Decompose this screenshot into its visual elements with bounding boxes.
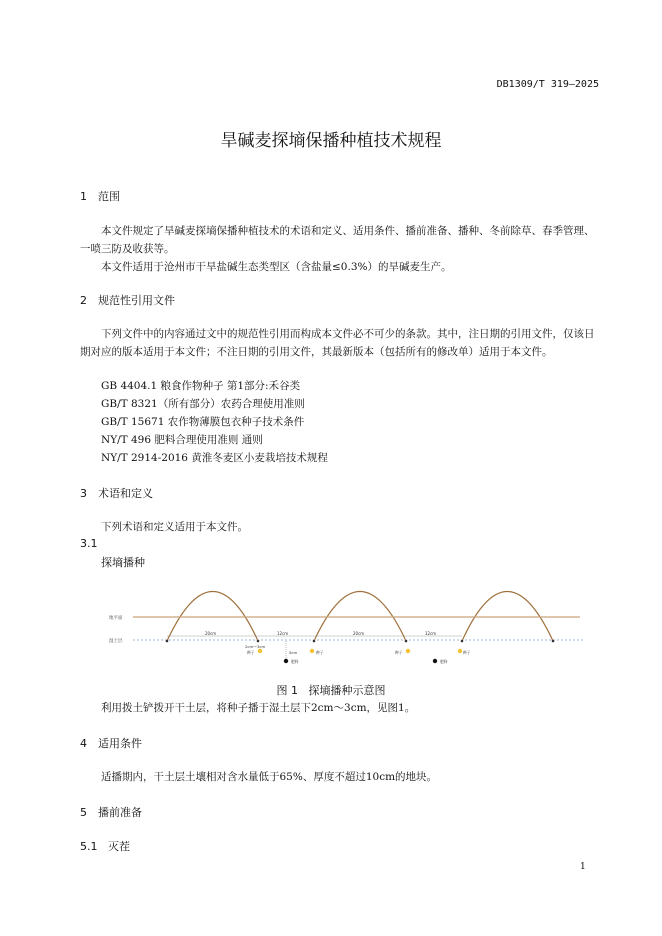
reference-item: NY/T 496 肥料合理使用准则 通则	[101, 434, 263, 446]
seed-icon	[458, 649, 462, 653]
fertilizer-depth-label: 5cm	[289, 650, 298, 655]
document-number: DB1309/T 319—2025	[496, 79, 599, 90]
figure-caption	[0, 682, 662, 698]
seed-label: 种子	[247, 650, 255, 655]
subsection-title: 灭茬	[108, 840, 130, 853]
paragraph: 本文件规定了旱碱麦探墒保播种植技术的术语和定义、适用条件、播前准备、播种、冬前除草、春季管理、一喷三防及收获等。	[80, 225, 595, 255]
seed-icon	[406, 649, 410, 653]
section-title: 术语和定义	[98, 487, 153, 500]
arc-3	[462, 592, 553, 642]
sowing-diagram	[105, 572, 585, 672]
section-number: 4	[80, 737, 87, 750]
section-title: 范围	[98, 190, 120, 203]
fertilizer-icon	[284, 659, 288, 663]
fertilizer-label: 肥料	[291, 659, 299, 664]
figure-1	[105, 572, 585, 676]
page-number: 1	[580, 862, 586, 872]
depth-label: 2cm～3cm	[245, 644, 266, 649]
section-title: 适用条件	[98, 737, 142, 750]
section-number: 3	[80, 487, 87, 500]
ground-label: 地平面	[109, 616, 123, 621]
paragraph: 下列文件中的内容通过文中的规范性引用而构成本文件必不可少的条款。其中，注日期的引用文件，仅该日期对应的版本适用于本文件；不注日期的引用文件，其最新版本（包括所有的修改单）适用于本文件。	[80, 328, 595, 358]
seed-label: 种子	[463, 650, 471, 655]
reference-item: GB 4404.1 粮食作物种子 第1部分:禾谷类	[101, 380, 301, 392]
section-title: 规范性引用文件	[98, 294, 175, 307]
reference-item: GB/T 8321（所有部分）农药合理使用准则	[101, 398, 305, 410]
subsection-number: 3.1	[80, 537, 98, 550]
arc-endpoint	[257, 640, 260, 643]
wet-soil-label: 湿土层	[109, 639, 123, 644]
section-2-heading	[80, 292, 175, 308]
distance-label: 20cm	[205, 631, 217, 636]
section-1-heading	[80, 188, 120, 204]
arc-endpoint	[461, 640, 464, 643]
figure-caption-text: 探墒播种示意图	[308, 684, 386, 697]
reference-item: GB/T 15671 农作物薄膜包衣种子技术条件	[101, 416, 305, 428]
seed-label: 种子	[316, 650, 324, 655]
arc-endpoint	[405, 640, 408, 643]
section-number: 2	[80, 294, 87, 307]
fertilizer-icon	[433, 659, 437, 663]
section-4-heading	[80, 735, 142, 751]
arc-endpoint	[166, 640, 169, 643]
distance-label: 12cm	[425, 631, 437, 636]
fertilizer-label: 肥料	[440, 659, 448, 664]
paragraph: 利用拨土铲拨开干土层，将种子播于湿土层下2cm～3cm，见图1。	[101, 702, 416, 714]
arc-endpoint	[313, 640, 316, 643]
section-number: 1	[80, 190, 87, 203]
paragraph: 下列术语和定义适用于本文件。	[101, 521, 248, 533]
figure-caption-number: 图 1	[276, 684, 298, 697]
term-title: 探墒播种	[101, 556, 145, 569]
paragraph: 本文件适用于沧州市干旱盐碱生态类型区（含盐量≤0.3%）的旱碱麦生产。	[101, 261, 452, 273]
distance-label: 20cm	[353, 631, 365, 636]
section-5-heading	[80, 804, 142, 820]
section-number: 5	[80, 806, 87, 819]
distance-label: 12cm	[277, 631, 289, 636]
page-title: 旱碱麦探墒保播种植技术规程	[220, 131, 442, 151]
reference-item: NY/T 2914-2016 黄淮冬麦区小麦栽培技术规程	[101, 452, 328, 464]
seed-icon	[258, 649, 262, 653]
section-3-heading	[80, 485, 153, 501]
arc-endpoint	[552, 640, 555, 643]
subsection-number: 5.1	[80, 840, 98, 853]
subsection-5-1-heading	[80, 838, 130, 854]
paragraph: 适播期内，干土层土壤相对含水量低于65%、厚度不超过10cm的地块。	[101, 771, 438, 783]
seed-label: 种子	[395, 650, 403, 655]
section-title: 播前准备	[98, 806, 142, 819]
seed-icon	[310, 649, 314, 653]
